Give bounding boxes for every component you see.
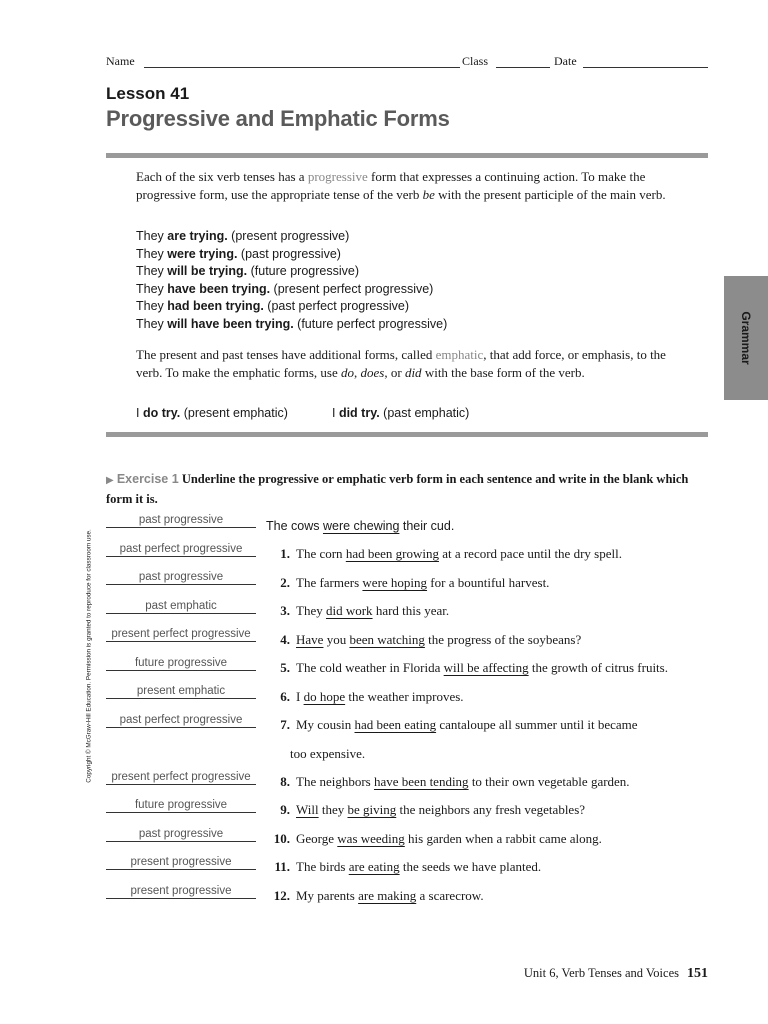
emphatic-examples	[136, 406, 470, 420]
header-line	[106, 54, 708, 72]
name-blank[interactable]	[144, 67, 460, 68]
lesson-title: Progressive and Emphatic Forms	[106, 106, 450, 131]
intro-paragraph: Each of the six verb tenses has a progressive form that expresses a continuing action. To make the progressive form, use the appropriate tense of the verb be with the present participle of the main verb.	[136, 169, 666, 202]
answer-blank[interactable]: past progressive	[106, 827, 256, 842]
answer-blank[interactable]: past emphatic	[106, 599, 256, 614]
page-footer	[524, 966, 708, 982]
answer-blank[interactable]: future progressive	[106, 798, 256, 813]
page-number: 151	[687, 966, 708, 981]
example-sentence: The cows were chewing their cud.	[266, 519, 455, 533]
exercise-sentence: 10. George was weeding his garden when a rabbit came along.	[273, 831, 602, 846]
answer-blank[interactable]: past perfect progressive	[106, 542, 256, 557]
answer-blank[interactable]: present emphatic	[106, 684, 256, 699]
keyword-emphatic: emphatic	[435, 347, 484, 362]
example-line: They had been trying. (past perfect progressive)	[136, 299, 410, 313]
answer-blank[interactable]: present progressive	[106, 855, 256, 870]
example-line: They have been trying. (present perfect progressive)	[136, 281, 434, 296]
answer-blank[interactable]: present perfect progressive	[106, 627, 256, 642]
example-line: They will have been trying. (future perfect progressive)	[136, 316, 448, 331]
exercise-sentence: 12. My parents are making a scarecrow.	[273, 888, 484, 903]
exercise-heading	[106, 470, 708, 508]
exercise-sentence: 11. The birds are eating the seeds we have planted.	[274, 859, 542, 874]
exercise-sentence: 1. The corn had been growing at a record pace until the dry spell.	[280, 546, 622, 561]
exercise-sentence: 4. Have you been watching the progress of the soybeans?	[280, 632, 582, 647]
exercise-instruction: Underline the progressive or emphatic verb form in each sentence and write in the blank which form it is.	[106, 472, 689, 506]
class-label: Class	[462, 54, 489, 68]
answer-blank[interactable]: past progressive	[106, 570, 256, 585]
answer-blank[interactable]: present perfect progressive	[106, 770, 256, 785]
class-blank[interactable]	[496, 67, 550, 68]
exercise-sentence: 9. Will they be giving the neighbors any fresh vegetables?	[280, 802, 586, 817]
answer-blank[interactable]: past progressive	[106, 513, 256, 528]
keyword-progressive: progressive	[307, 169, 368, 184]
sentence-continuation: too expensive.	[290, 746, 366, 761]
copyright-notice: Copyright © McGraw-Hill Education. Permission is granted to reproduce for classroom use.	[85, 529, 93, 783]
top-rule	[106, 153, 708, 158]
answer-blank[interactable]: present progressive	[106, 884, 256, 899]
example-line: They will be trying. (future progressive)	[136, 264, 359, 278]
arrow-icon: ▶	[106, 475, 114, 486]
exercise-sentence: 6. I do hope the weather improves.	[280, 689, 464, 704]
answer-blank[interactable]: future progressive	[106, 656, 256, 671]
exercise-sentence: 3. They did work hard this year.	[280, 603, 450, 618]
emphatic-paragraph: The present and past tenses have additional forms, called emphatic, that add force, or emphasis, to the verb. To make the emphatic forms, use do, does, or did with the base form of the verb.	[136, 347, 666, 380]
date-label: Date	[554, 54, 577, 68]
lesson-number: Lesson 41	[106, 84, 190, 103]
example-line: I did try. (past emphatic)	[332, 406, 470, 420]
example-line: They are trying. (present progressive)	[136, 229, 350, 243]
unit-title: Unit 6, Verb Tenses and Voices	[523, 966, 679, 980]
exercise-label: Exercise 1	[116, 472, 179, 486]
example-line: I do try. (present emphatic)	[136, 406, 288, 420]
progressive-examples	[136, 228, 636, 333]
date-blank[interactable]	[583, 67, 708, 68]
section-tab-label: Grammar	[739, 311, 753, 365]
example-line: They were trying. (past progressive)	[136, 246, 341, 261]
exercise-sentence: 8. The neighbors have been tending to their own vegetable garden.	[280, 774, 630, 789]
exercise-sentence: 7. My cousin had been eating cantaloupe all summer until it became	[280, 717, 638, 732]
name-label: Name	[106, 54, 135, 68]
exercise-sentence: 2. The farmers were hoping for a bountiful harvest.	[280, 575, 550, 590]
section-tab	[724, 276, 768, 400]
bottom-rule	[106, 432, 708, 437]
exercise-sentence: 5. The cold weather in Florida will be affecting the growth of citrus fruits.	[280, 660, 668, 675]
answer-blank[interactable]: past perfect progressive	[106, 713, 256, 728]
